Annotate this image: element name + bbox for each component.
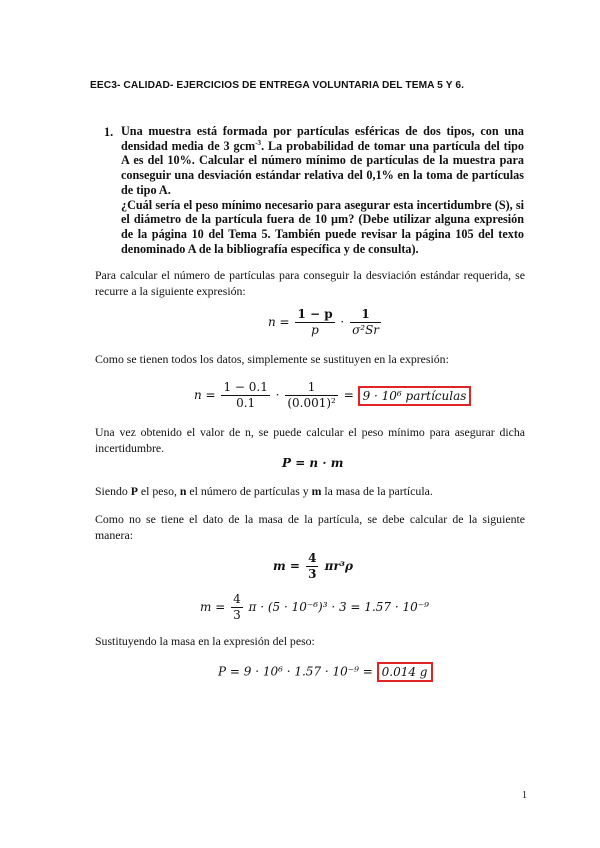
equation-particles-result: n = $\frac{1 - 0.1}{0.1}$ · $\frac{1}{\text{(0.001)²}}$ = 9 · 10⁶ partículas (194, 380, 471, 411)
equation-particles-formula: n = $\frac{1 - p}{p}$ · $\frac{1}{\text{σ²Sr}}$ (268, 307, 380, 337)
paragraph-mass-calc: Como no se tiene el dato de la masa de la partícula, se debe calcular de la siguiente manera: (95, 512, 525, 542)
question-text (121, 124, 524, 256)
paragraph-weight: Una vez obtenido el valor de n, se puede calcular el peso mínimo para asegurar dicha incertidumbre. (95, 425, 525, 455)
result-box-particles: 9 · 10⁶ partículas (358, 386, 472, 406)
question-subquestion: ¿Cuál sería el peso mínimo necesario para asegurar esta incertidumbre (S), si el diámetro de la partícula fuera de 10 µm? (Debe utilizar alguna expresión de la página 10 del Tema 5. También puede revisar la página 105 del texto denominado A de la bibliografía específica y de consulta). (121, 197, 524, 256)
document-title: EEC3- CALIDAD- EJERCICIOS DE ENTREGA VOLUNTARIA DEL TEMA 5 Y 6. (90, 80, 465, 91)
question-number: 1. (104, 125, 114, 139)
equation-weight: P = n · m (282, 456, 344, 470)
paragraph-definitions: Siendo P el peso, n el número de partículas y m la masa de la partícula. (95, 484, 433, 498)
paragraph-substitution: Como se tienen todos los datos, simplemente se sustituyen en la expresión: (95, 352, 449, 366)
equation-weight-result: P = 9 · 10⁶ · 1.57 · 10⁻⁹ = 0.014 g (218, 662, 433, 682)
result-box-weight: 0.014 g (377, 662, 433, 682)
paragraph-intro: Para calcular el número de partículas para conseguir la desviación estándar requerida, se recurre a la siguiente expresión: (95, 268, 525, 298)
question-statement: Una muestra está formada por partículas esféricas de dos tipos, con una densidad media de 3 gcm$^{-3}$. La probabilidad de tomar una partícula del tipo A es del 10%. Calcular el número mínimo de partículas de la muestra para conseguir una desviación estándar relativa del 0,1% en la toma de partículas de tipo A. (121, 124, 524, 197)
paragraph-substitute-mass: Sustituyendo la masa en la expresión del peso: (95, 634, 315, 648)
page-number: 1 (522, 790, 527, 801)
equation-mass-formula: m = $\frac{4}{3}$ πr³ρ (273, 551, 354, 581)
equation-mass-result: m = $\frac{4}{3}$ π · (5 · 10⁻⁶)³ · 3 = 1.57 · 10⁻⁹ (200, 592, 429, 622)
